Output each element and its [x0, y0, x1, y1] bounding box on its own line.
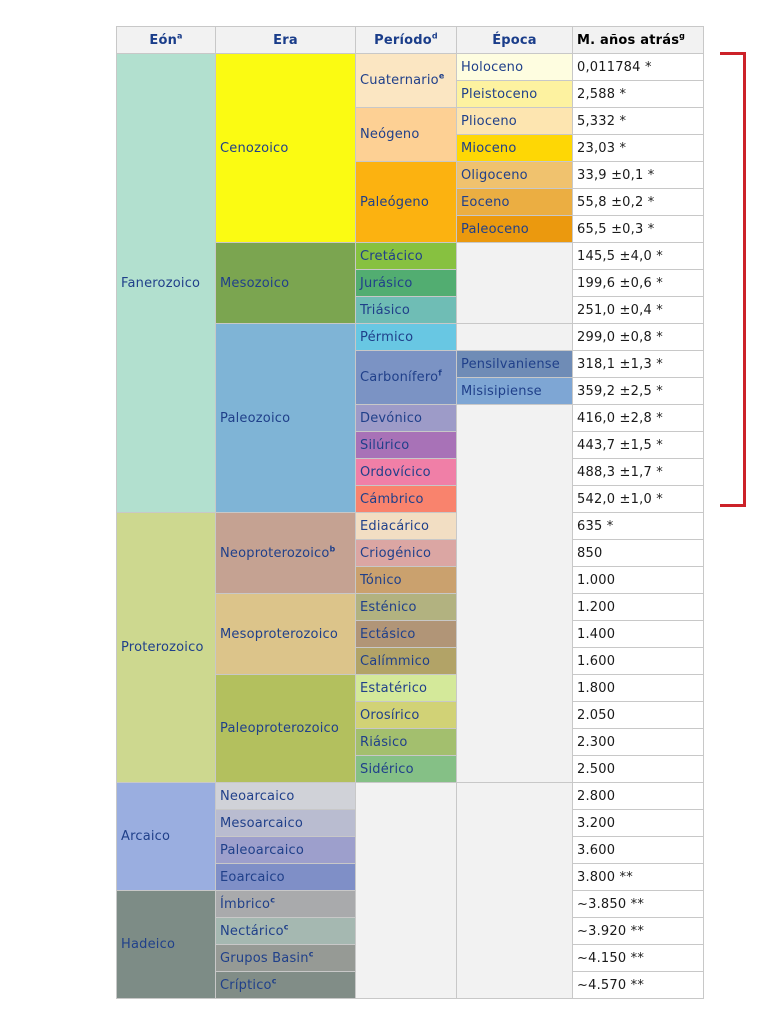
mya-value: 850 [573, 540, 704, 567]
mya-value: 299,0 ±0,8 * [573, 324, 704, 351]
period-cretacico[interactable]: Cretácico [356, 243, 457, 270]
mya-value: 2.050 [573, 702, 704, 729]
mya-value: 359,2 ±2,5 * [573, 378, 704, 405]
mya-value: ~3.850 ** [573, 891, 704, 918]
era-imbrico[interactable]: Ímbrico$^c$ [216, 891, 356, 918]
period-tonico[interactable]: Tónico [356, 567, 457, 594]
header-era: Era [216, 27, 356, 54]
table-row [117, 54, 704, 81]
mya-value: 3.600 [573, 837, 704, 864]
era-paleoproterozoico[interactable]: Paleoproterozoico [216, 675, 356, 783]
geologic-time-table [116, 26, 704, 999]
mya-value: 2.800 [573, 783, 704, 810]
mya-value: 55,8 ±0,2 * [573, 189, 704, 216]
period-siderico[interactable]: Sidérico [356, 756, 457, 783]
mya-value: 33,9 ±0,1 * [573, 162, 704, 189]
era-nectarico[interactable]: Nectárico$^c$ [216, 918, 356, 945]
mya-value: 0,011784 * [573, 54, 704, 81]
table-row [117, 783, 704, 810]
epoch-paleoceno[interactable]: Paleoceno [457, 216, 573, 243]
mya-value: 199,6 ±0,6 * [573, 270, 704, 297]
mya-value: 2.500 [573, 756, 704, 783]
epoch-blank [457, 783, 573, 999]
era-criptico[interactable]: Críptico$^c$ [216, 972, 356, 999]
era-eoarcaico[interactable]: Eoarcaico [216, 864, 356, 891]
period-riasico[interactable]: Riásico [356, 729, 457, 756]
mya-value: 1.000 [573, 567, 704, 594]
epoch-blank [457, 243, 573, 324]
header-row [117, 27, 704, 54]
epoch-misisipiense[interactable]: Misisipiense [457, 378, 573, 405]
mya-value: 1.600 [573, 648, 704, 675]
period-calimmico[interactable]: Calímmico [356, 648, 457, 675]
era-neoarcaico[interactable]: Neoarcaico [216, 783, 356, 810]
epoch-pleistoceno[interactable]: Pleistoceno [457, 81, 573, 108]
mya-value: 542,0 ±1,0 * [573, 486, 704, 513]
era-grupos-basin[interactable]: Grupos Basin$^c$ [216, 945, 356, 972]
header-period: Período$^d$ [356, 27, 457, 54]
mya-value: 416,0 ±2,8 * [573, 405, 704, 432]
period-ediacarico[interactable]: Ediacárico [356, 513, 457, 540]
era-mesoarcaico[interactable]: Mesoarcaico [216, 810, 356, 837]
epoch-blank [457, 324, 573, 351]
mya-value: 318,1 ±1,3 * [573, 351, 704, 378]
mya-value: 443,7 ±1,5 * [573, 432, 704, 459]
mya-value: 145,5 ±4,0 * [573, 243, 704, 270]
mya-value: ~3.920 ** [573, 918, 704, 945]
mya-value: 5,332 * [573, 108, 704, 135]
mya-value: 1.200 [573, 594, 704, 621]
mya-value: 1.400 [573, 621, 704, 648]
era-cenozoico[interactable]: Cenozoico [216, 54, 356, 243]
period-cuaternario[interactable]: Cuaternario$^e$ [356, 54, 457, 108]
mya-value: ~4.150 ** [573, 945, 704, 972]
mya-value: 2,588 * [573, 81, 704, 108]
era-paleozoico[interactable]: Paleozoico [216, 324, 356, 513]
era-mesozoico[interactable]: Mesozoico [216, 243, 356, 324]
mya-value: 2.300 [573, 729, 704, 756]
mya-value: 1.800 [573, 675, 704, 702]
epoch-mioceno[interactable]: Mioceno [457, 135, 573, 162]
table-row [117, 513, 704, 540]
mya-value: 3.800 ** [573, 864, 704, 891]
eon-fanerozoico[interactable]: Fanerozoico [117, 54, 216, 513]
era-mesoproterozoico[interactable]: Mesoproterozoico [216, 594, 356, 675]
period-estaterico[interactable]: Estatérico [356, 675, 457, 702]
epoch-blank [457, 405, 573, 783]
mya-value: 65,5 ±0,3 * [573, 216, 704, 243]
period-triasico[interactable]: Triásico [356, 297, 457, 324]
period-orosirico[interactable]: Orosírico [356, 702, 457, 729]
eon-proterozoico[interactable]: Proterozoico [117, 513, 216, 783]
period-ordovicico[interactable]: Ordovícico [356, 459, 457, 486]
mya-value: 635 * [573, 513, 704, 540]
period-ectasico[interactable]: Ectásico [356, 621, 457, 648]
epoch-eoceno[interactable]: Eoceno [457, 189, 573, 216]
epoch-plioceno[interactable]: Plioceno [457, 108, 573, 135]
period-silurico[interactable]: Silúrico [356, 432, 457, 459]
mya-value: 23,03 * [573, 135, 704, 162]
header-eon: Eón$^a$ [117, 27, 216, 54]
mya-value: 488,3 ±1,7 * [573, 459, 704, 486]
mya-value: 251,0 ±0,4 * [573, 297, 704, 324]
mya-value: 3.200 [573, 810, 704, 837]
epoch-oligoceno[interactable]: Oligoceno [457, 162, 573, 189]
period-devonico[interactable]: Devónico [356, 405, 457, 432]
header-epoch: Época [457, 27, 573, 54]
epoch-holoceno[interactable]: Holoceno [457, 54, 573, 81]
period-criogenico[interactable]: Criogénico [356, 540, 457, 567]
period-estenico[interactable]: Esténico [356, 594, 457, 621]
period-neogeno[interactable]: Neógeno [356, 108, 457, 162]
period-cambrico[interactable]: Cámbrico [356, 486, 457, 513]
era-neoproterozoico[interactable]: Neoproterozoico$^b$ [216, 513, 356, 594]
eon-hadeico[interactable]: Hadeico [117, 891, 216, 999]
period-paleogeno[interactable]: Paleógeno [356, 162, 457, 243]
period-permico[interactable]: Pérmico [356, 324, 457, 351]
period-blank [356, 783, 457, 999]
header-mya: M. años atrás$^g$ [573, 27, 704, 54]
era-paleoarcaico[interactable]: Paleoarcaico [216, 837, 356, 864]
period-carbonifero[interactable]: Carbonífero$^f$ [356, 351, 457, 405]
mya-value: ~4.570 ** [573, 972, 704, 999]
epoch-pensilvaniense[interactable]: Pensilvaniense [457, 351, 573, 378]
eon-arcaico[interactable]: Arcaico [117, 783, 216, 891]
period-jurasico[interactable]: Jurásico [356, 270, 457, 297]
phanerozoic-bracket [720, 52, 746, 507]
